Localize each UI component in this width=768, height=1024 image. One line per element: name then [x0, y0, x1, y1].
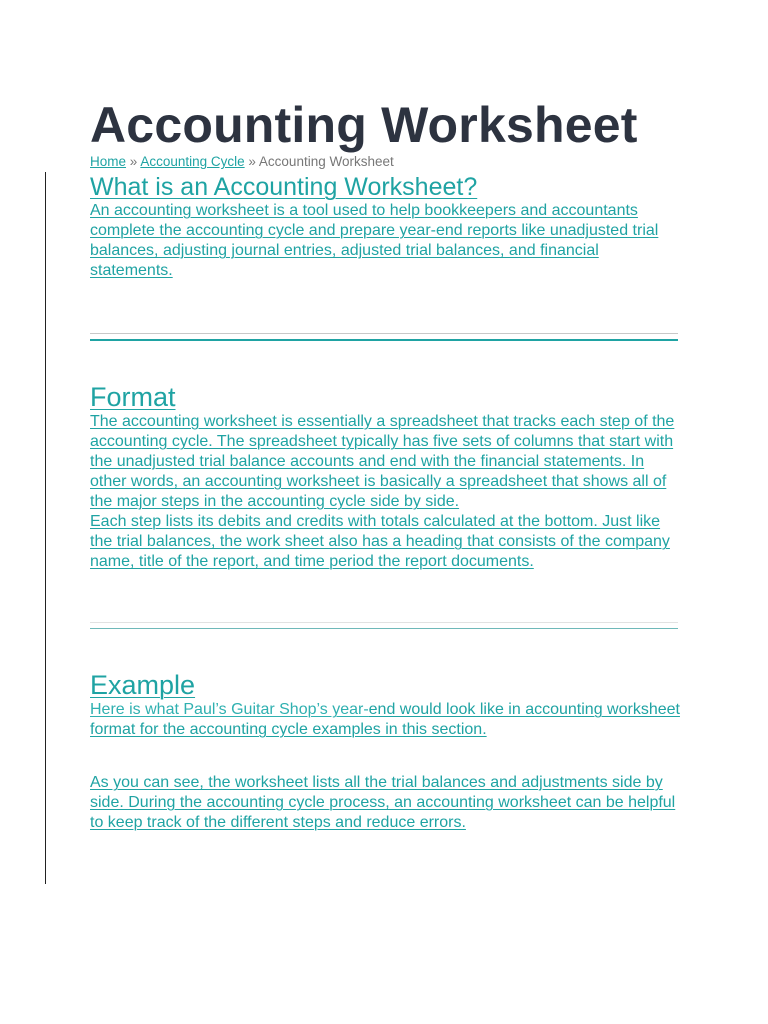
section-body-what-text: An accounting worksheet is a tool used to help bookkeepers and accountants complete the accounting cycle and prepare year-end reports like unadjusted trial balances, adjusting journal entries, adjusted trial balances, and financial statements. [90, 202, 659, 279]
divider-teal-line [90, 339, 678, 341]
section-body-format[interactable] [90, 412, 680, 512]
breadcrumb-home-link[interactable]: Home [90, 154, 127, 169]
divider-teal-line [90, 628, 678, 629]
section-heading-format[interactable]: Format [90, 382, 176, 412]
divider-thin-line [90, 622, 678, 623]
breadcrumb-separator: » [129, 154, 138, 169]
section-body-format-text-1: The accounting worksheet is essentially a spreadsheet that tracks each step of the accounting cycle. The spreadsheet typically has five sets of columns that start with the unadjusted trial balance accounts and end with the financial statements. In other words, an accounting worksheet is basically a spreadsheet that shows all of the major steps in the accounting cycle side by side. [90, 413, 675, 510]
section-divider [90, 622, 680, 629]
section-body-example-text-2: As you can see, the worksheet lists all the trial balances and adjustments side by side. During the accounting cycle process, an accounting worksheet can be helpful to keep track of the different steps and reduce errors. [90, 774, 676, 831]
section-body-what[interactable] [90, 201, 680, 281]
section-heading-what[interactable]: What is an Accounting Worksheet? [90, 173, 478, 201]
breadcrumb-accounting-cycle-link[interactable]: Accounting Cycle [140, 154, 245, 169]
section-body-example-2[interactable] [90, 773, 680, 833]
section-divider [90, 333, 680, 341]
section-body-format-2[interactable] [90, 512, 680, 572]
breadcrumb-current: Accounting Worksheet [258, 154, 394, 169]
divider-thin-line [90, 333, 678, 334]
section-body-example-text-1: end would look like in accounting worksheet format for the accounting cycle examples in this section. [90, 701, 680, 738]
left-margin-rule [45, 172, 46, 884]
page-title: Accounting Worksheet [90, 97, 638, 153]
section-body-example-link[interactable]: Here is what Paul’s Guitar Shop’s year- [90, 701, 369, 718]
breadcrumb-separator: » [248, 154, 256, 169]
article [90, 96, 680, 833]
section-heading-example[interactable]: Example [90, 670, 196, 700]
section-body-example[interactable] [90, 700, 680, 740]
breadcrumb [90, 154, 680, 170]
section-body-format-text-2: Each step lists its debits and credits with totals calculated at the bottom. Just like the trial balances, the work sheet also has a heading that consists of the company name, title of the report, and time period the report documents. [90, 513, 670, 570]
